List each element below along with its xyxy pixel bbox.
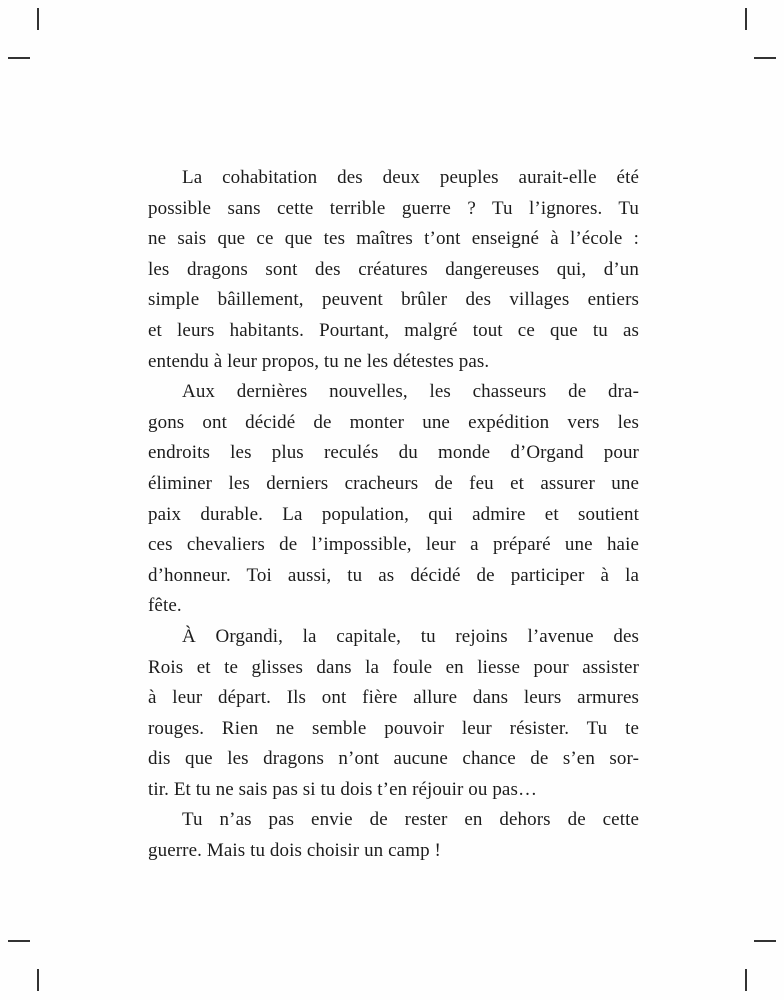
text-line: ces chevaliers de l’impossible, leur a préparé une haie	[148, 534, 639, 556]
text-line: simple bâillement, peuvent brûler des villages entiers	[148, 289, 639, 311]
text-line: tir. Et tu ne sais pas si tu dois t’en réjouir ou pas…	[148, 778, 538, 800]
text-line: paix durable. La population, qui admire et soutient	[148, 503, 639, 525]
text-line: La cohabitation des deux peuples aurait-elle été	[182, 167, 639, 188]
text-line: Tu n’as pas envie de rester en dehors de cette	[182, 809, 639, 831]
text-line: À Organdi, la capitale, tu rejoins l’avenue des	[182, 625, 639, 647]
text-line: Aux dernières nouvelles, les chasseurs de dra-	[182, 381, 639, 403]
crop-mark-bottom-left-vertical	[37, 969, 39, 991]
text-line: éliminer les derniers cracheurs de feu et assurer une	[148, 472, 639, 494]
text-line: endroits les plus reculés du monde d’Organd pour	[148, 442, 639, 464]
text-line: les dragons sont des créatures dangereuses qui, d’un	[148, 258, 639, 280]
page-text	[148, 163, 639, 867]
text-line: dis que les dragons n’ont aucune chance de s’en sor-	[148, 748, 639, 770]
crop-mark-bottom-left-horizontal	[8, 940, 30, 942]
crop-mark-bottom-right-horizontal	[754, 940, 776, 942]
text-line: rouges. Rien ne semble pouvoir leur résister. Tu te	[148, 717, 639, 739]
text-line: fête.	[148, 595, 182, 617]
text-line: à leur départ. Ils ont fière allure dans leurs armures	[148, 687, 639, 709]
text-line: ne sais que ce que tes maîtres t’ont enseigné à l’école :	[148, 228, 639, 250]
text-line: possible sans cette terrible guerre ? Tu l’ignores. Tu	[148, 197, 639, 219]
text-line: guerre. Mais tu dois choisir un camp !	[148, 840, 441, 862]
text-line: et leurs habitants. Pourtant, malgré tout ce que tu as	[148, 319, 639, 341]
text-line: Rois et te glisses dans la foule en liesse pour assister	[148, 656, 639, 678]
crop-mark-top-left-horizontal	[8, 57, 30, 59]
crop-mark-top-right-horizontal	[754, 57, 776, 59]
text-line: entendu à leur propos, tu ne les détestes pas.	[148, 350, 490, 372]
text-line: gons ont décidé de monter une expédition vers les	[148, 411, 639, 433]
crop-mark-top-right-vertical	[745, 8, 747, 30]
text-line: d’honneur. Toi aussi, tu as décidé de participer à la	[148, 564, 639, 586]
crop-mark-top-left-vertical	[37, 8, 39, 30]
crop-mark-bottom-right-vertical	[745, 969, 747, 991]
